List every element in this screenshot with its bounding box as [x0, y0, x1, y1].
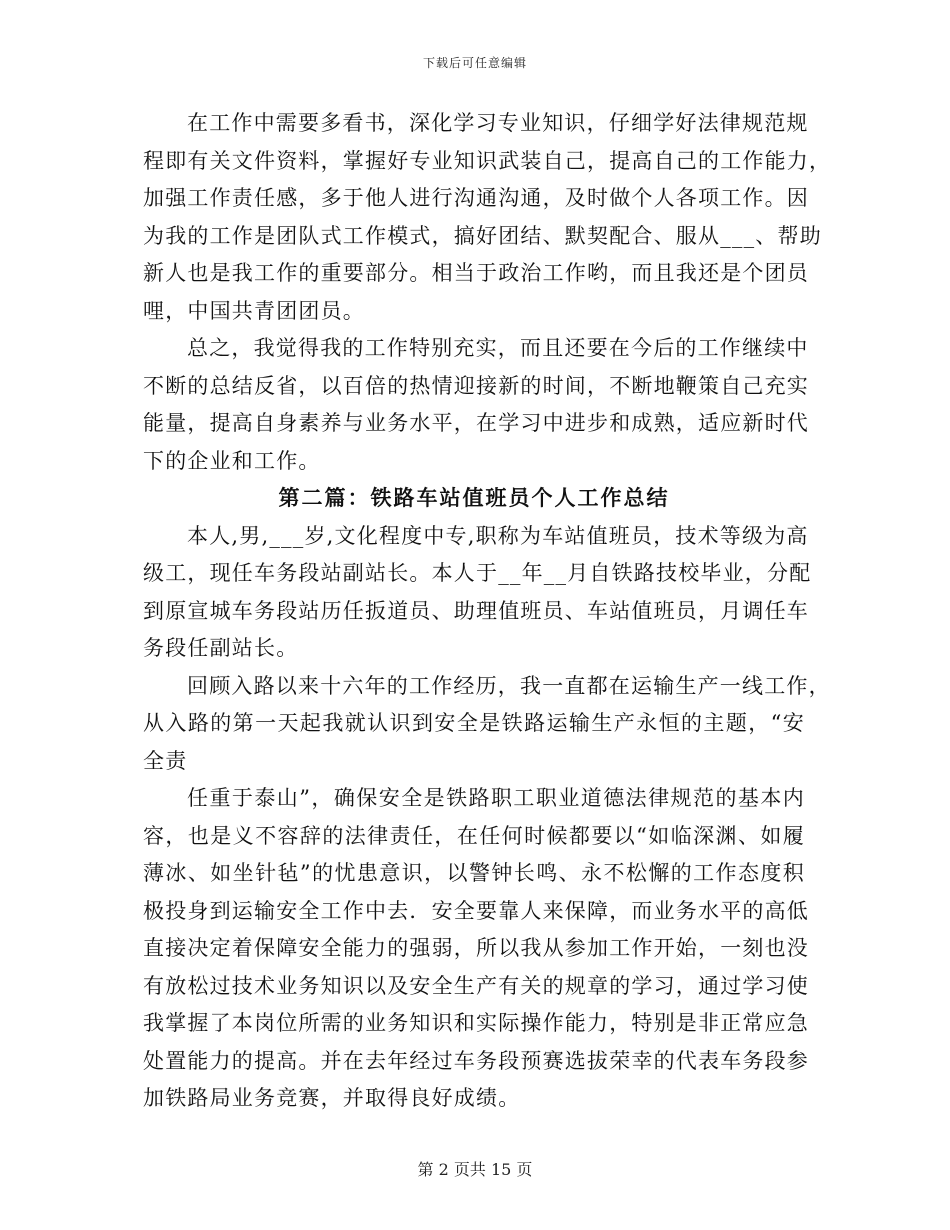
text-line: 为我的工作是团队式工作模式，搞好团结、默契配合、服从___、帮助 — [143, 223, 822, 248]
document-body — [143, 105, 832, 1118]
text-line: 能量，提高自身素养与业务水平，在学习中进步和成熟，适应新时代 — [143, 411, 809, 435]
text-line: 容，也是义不容辞的法律责任，在任何时候都要以“如临深渊、如履 — [143, 823, 805, 848]
text-line: 加铁路局业务竞赛，并取得良好成绩。 — [143, 1086, 521, 1110]
text-line: 新人也是我工作的重要部分。相当于政治工作哟，而且我还是个团员 — [143, 261, 809, 285]
text-line: 下的企业和工作。 — [143, 448, 321, 473]
text-line: 不断的总结反省，以百倍的热情迎接新的时间，不断地鞭策自己充实 — [143, 373, 809, 398]
text-line: 级工，现任车务段站副站长。本人于__年__月自铁路技校毕业，分配 — [143, 561, 812, 585]
text-line: 薄冰、如坐针毡”的忧患意识，以警钟长鸣、永不松懈的工作态度积 — [143, 861, 805, 885]
text-line: 直接决定着保障安全能力的强弱，所以我从参加工作开始，一刻也没 — [143, 936, 809, 960]
text-line: 哩，中国共青团团员。 — [143, 298, 365, 323]
text-line: 处置能力的提高。并在去年经过车务段预赛选拔荣幸的代表车务段参 — [143, 1048, 809, 1073]
page-header: 下载后可任意编辑 — [422, 56, 527, 70]
text-line: 我掌握了本岗位所需的业务知识和实际操作能力，特别是非正常应急 — [143, 1011, 809, 1035]
text-line: 在工作中需要多看书，深化学习专业知识，仔细学好法律规范规 — [187, 111, 809, 135]
section-heading: 第二篇：铁路车站值班员个人工作总结 — [278, 486, 670, 510]
text-line: 总之，我觉得我的工作特别充实，而且还要在今后的工作继续中 — [187, 336, 809, 360]
text-line: 本人,男,___岁,文化程度中专,职称为车站值班员，技术等级为高 — [187, 523, 809, 548]
page-number: 第 2 页共 15 页 — [417, 1160, 533, 1179]
text-line: 任重于泰山”，确保安全是铁路职工职业道德法律规范的基本内 — [187, 786, 805, 810]
text-line: 到原宣城车务段站历任扳道员、助理值班员、车站值班员，月调任车 — [143, 598, 809, 623]
text-line: 全责 — [143, 748, 188, 773]
text-line: 极投身到运输安全工作中去．安全要靠人来保障，而业务水平的高低 — [143, 898, 809, 923]
text-line: 务段任副站长。 — [143, 636, 299, 660]
text-line: 从入路的第一天起我就认识到安全是铁路运输生产永恒的主题，“安 — [143, 711, 805, 735]
text-line: 回顾入路以来十六年的工作经历，我一直都在运输生产一线工作， — [187, 673, 831, 698]
text-line: 程即有关文件资料，掌握好专业知识武装自己，提高自己的工作能力， — [143, 148, 832, 173]
text-line: 有放松过技术业务知识以及安全生产有关的规章的学习，通过学习使 — [143, 973, 809, 998]
text-line: 加强工作责任感，多于他人进行沟通沟通，及时做个人各项工作。因 — [143, 186, 809, 210]
